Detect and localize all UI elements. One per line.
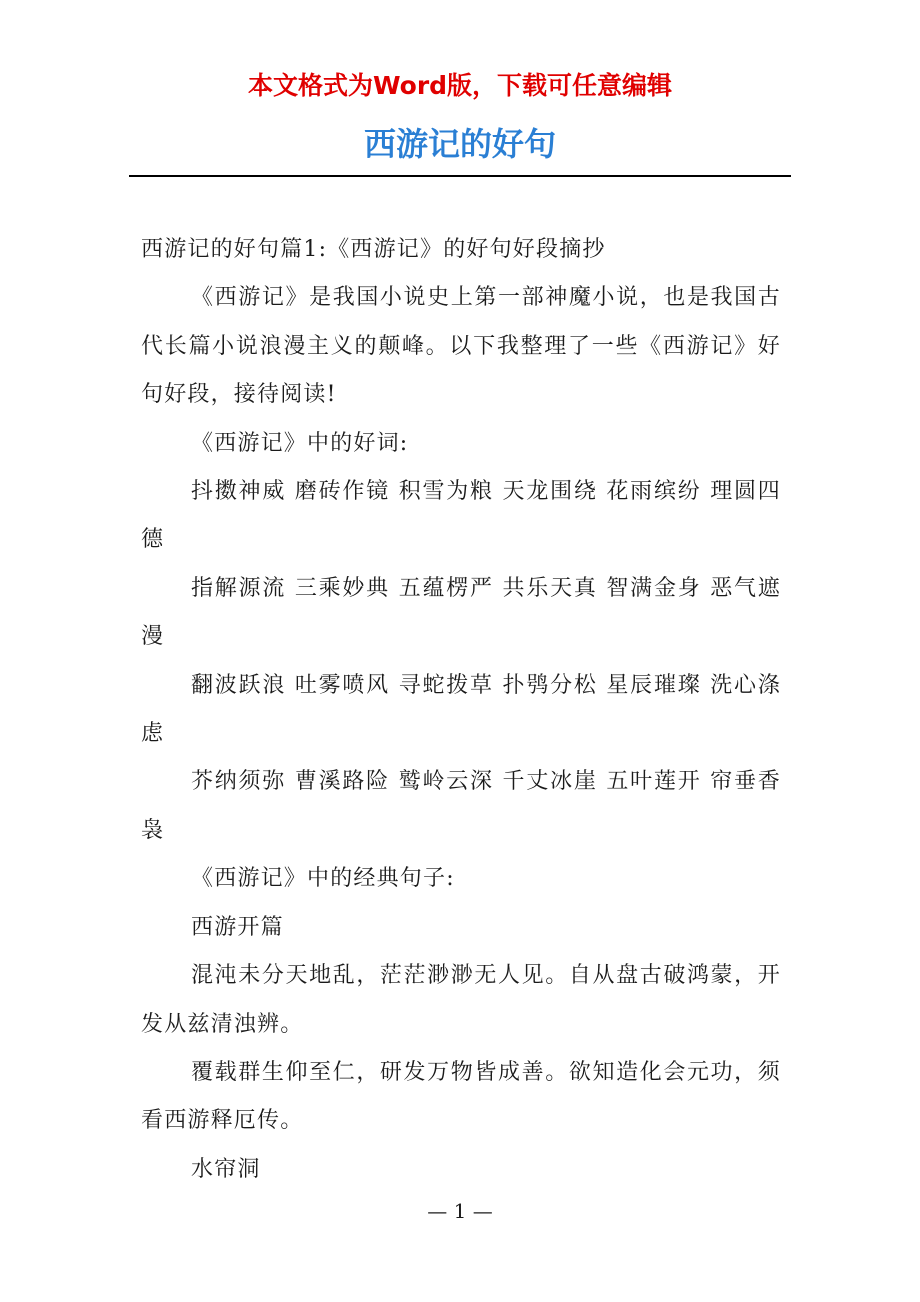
- paragraph-verse: 覆载群生仰至仁，研发万物皆成善。欲知造化会元功，须看西游释厄传。: [141, 1059, 781, 1134]
- word-format-notice: 本文格式为Word版，下载可任意编辑: [247, 71, 673, 100]
- paragraph-good-words-label: 《西游记》中的好词:: [191, 430, 409, 456]
- page-number: — 1 —: [427, 1199, 493, 1223]
- document-body: [141, 226, 781, 1194]
- paragraph-word-list: 芥纳须弥 曹溪路险 鹫岭云深 千丈冰崖 五叶莲开 帘垂香袅: [141, 769, 781, 843]
- paragraph-word-list: 指解源流 三乘妙典 五蕴楞严 共乐天真 智满金身 恶气遮漫: [141, 575, 781, 650]
- paragraph-verse: 混沌未分天地乱，茫茫渺渺无人见。自从盘古破鸿蒙，开发从兹清浊辨。: [141, 963, 781, 1037]
- paragraph-intro: 《西游记》是我国小说史上第一部神魔小说，也是我国古代长篇小说浪漫主义的颠峰。以下我整理了一些《西游记》好句好段，接待阅读!: [141, 285, 781, 408]
- paragraph-word-list: 翻波跃浪 吐雾喷风 寻蛇拨草 扑鸮分松 星辰璀璨 洗心涤虑: [141, 672, 781, 747]
- paragraph-subheading: 水帘洞: [191, 1156, 261, 1182]
- paragraph-subheading: 西游开篇: [191, 914, 284, 940]
- paragraph-heading: 西游记的好句篇1:《西游记》的好句好段摘抄: [141, 237, 606, 262]
- paragraph-classic-sentences-label: 《西游记》中的经典句子:: [191, 866, 455, 892]
- document-title: 西游记的好句: [363, 125, 556, 163]
- title-divider: [129, 175, 791, 177]
- paragraph-word-list: 抖擞神威 磨砖作镜 积雪为粮 天龙围绕 花雨缤纷 理圆四德: [141, 479, 781, 553]
